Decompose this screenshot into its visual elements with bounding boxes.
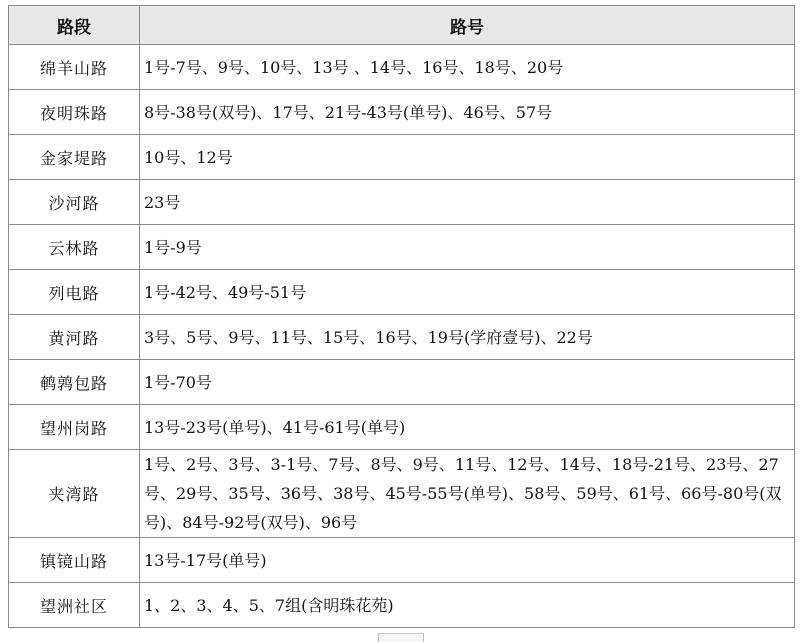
table-row [9, 360, 795, 405]
road-name: 夜明珠路 [9, 90, 140, 135]
table-row [9, 225, 795, 270]
road-number-table-container [8, 5, 794, 628]
table-row [9, 450, 795, 538]
road-numbers: 1号、2号、3号、3-1号、7号、8号、9号、11号、12号、14号、18号-21号、23号、27号、29号、35号、36号、38号、45号-55号(单号)、58号、59号、61号、66号-80号(双号)、84号-92号(双号)、96号 [140, 450, 795, 538]
road-number-table [8, 5, 795, 628]
table-row [9, 315, 795, 360]
table-row [9, 90, 795, 135]
road-numbers: 1号-9号 [140, 225, 795, 270]
table-row [9, 270, 795, 315]
road-numbers: 10号、12号 [140, 135, 795, 180]
table-row [9, 180, 795, 225]
road-numbers: 1号-7号、9号、10号、13号 、14号、16号、18号、20号 [140, 45, 795, 90]
road-numbers: 23号 [140, 180, 795, 225]
table-row [9, 45, 795, 90]
road-name: 望洲社区 [9, 583, 140, 628]
road-numbers: 13号-23号(单号)、41号-61号(单号) [140, 405, 795, 450]
road-name: 金家堤路 [9, 135, 140, 180]
road-numbers: 1号-42号、49号-51号 [140, 270, 795, 315]
road-name: 沙河路 [9, 180, 140, 225]
road-numbers: 13号-17号(单号) [140, 538, 795, 583]
road-numbers: 1号-70号 [140, 360, 795, 405]
header-road: 路段 [9, 6, 140, 45]
road-name: 鹌鹑包路 [9, 360, 140, 405]
table-row [9, 135, 795, 180]
table-row [9, 538, 795, 583]
road-numbers: 8号-38号(双号)、17号、21号-43号(单号)、46号、57号 [140, 90, 795, 135]
road-name: 望州岗路 [9, 405, 140, 450]
table-header-row [9, 6, 795, 45]
road-name: 列电路 [9, 270, 140, 315]
road-name: 镇镜山路 [9, 538, 140, 583]
road-name: 黄河路 [9, 315, 140, 360]
road-name: 绵羊山路 [9, 45, 140, 90]
road-name: 夹湾路 [9, 450, 140, 538]
table-row [9, 405, 795, 450]
header-numbers: 路号 [140, 6, 795, 45]
table-row [9, 583, 795, 628]
road-numbers: 3号、5号、9号、11号、15号、16号、19号(学府壹号)、22号 [140, 315, 795, 360]
road-numbers: 1、2、3、4、5、7组(含明珠花苑) [140, 583, 795, 628]
road-name: 云林路 [9, 225, 140, 270]
